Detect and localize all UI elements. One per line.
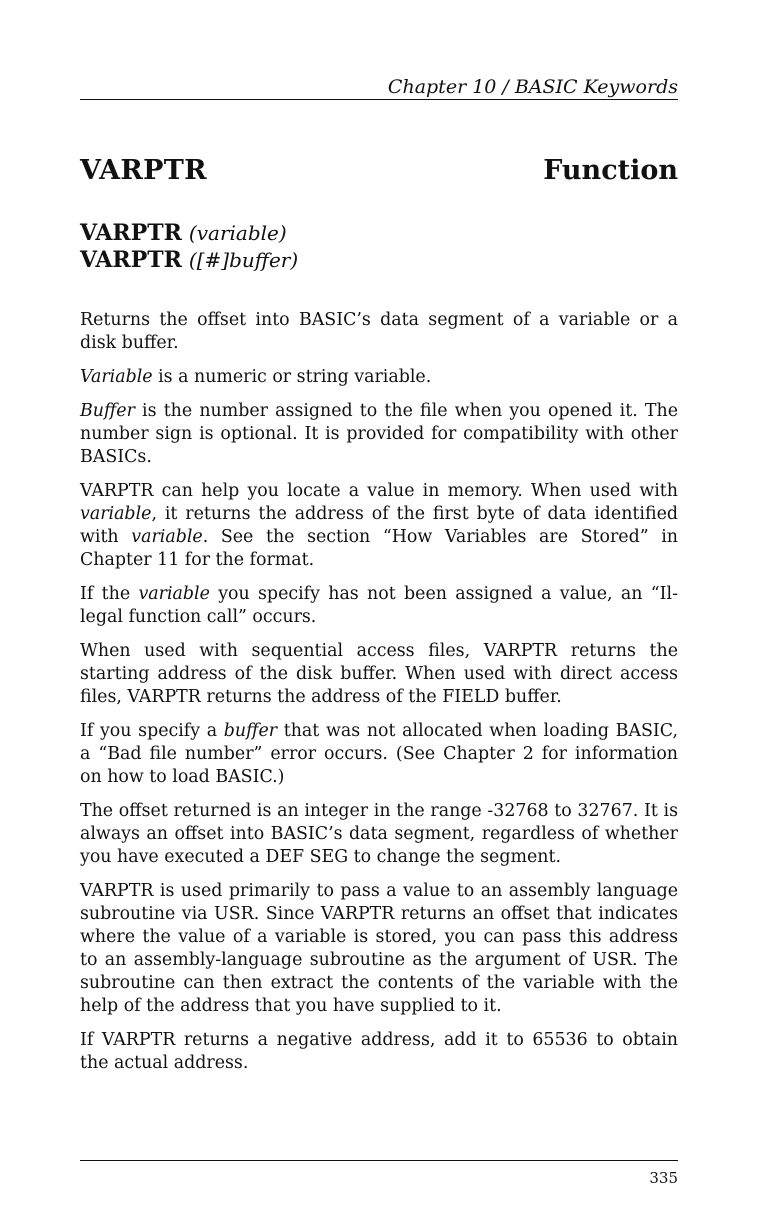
page-number: 335	[649, 1169, 678, 1187]
body-text	[80, 309, 678, 1086]
syntax-args: ([#]buffer)	[188, 248, 299, 272]
paragraph-variable: Variable is a numeric or string variable.	[80, 367, 432, 387]
entry-title-row	[80, 155, 678, 191]
syntax-block	[80, 220, 298, 274]
paragraph-range: The offset returned is an integer in the range -32768 to 32767. It is always an offset into BASIC’s data segment, regardless of whether you have executed a DEF SEG to change the segment.	[80, 801, 678, 867]
keyword-kind: Function	[543, 155, 678, 186]
paragraph-usage: VARPTR can help you locate a value in memory. When used with variable, it returns the address of the first byte of data identified with variable. See the section “How Variables are Stored” in Chapter 11 for the format.	[80, 481, 678, 570]
paragraph-description: Returns the offset into BASIC’s data segment of a variable or a disk buffer.	[80, 310, 678, 353]
document-page	[80, 0, 678, 1208]
running-head: Chapter 10 / BASIC Keywords	[387, 76, 678, 98]
paragraph-usr: VARPTR is used primarily to pass a value to an assembly language subroutine via USR. Since VARPTR returns an offset that indicates where the value of a variable is stored, you can pass this address to an assembly-language subroutine as the argument of USR. The subroutine can then extract the contents of the variable with the help of the address that you have supplied to it.	[80, 881, 678, 1016]
paragraph-bad-buffer: If you specify a buffer that was not allocated when loading BASIC, a “Bad file number” error occurs. (See Chapter 2 for information on how to load BASIC.)	[80, 721, 678, 787]
syntax-keyword: VARPTR	[80, 220, 182, 246]
syntax-line	[80, 247, 298, 274]
paragraph-unassigned: If the variable you specify has not been assigned a value, an “Illegal function call” occurs.	[80, 584, 679, 627]
paragraph-files: When used with sequential access files, VARPTR returns the starting address of the disk buffer. When used with direct access files, VARPTR returns the address of the FIELD buffer.	[80, 641, 678, 707]
syntax-line	[80, 220, 298, 247]
term-variable: Variable	[80, 367, 153, 387]
syntax-keyword: VARPTR	[80, 247, 182, 273]
syntax-args: (variable)	[188, 221, 287, 245]
paragraph-negative: If VARPTR returns a negative address, add it to 65536 to obtain the actual address.	[80, 1030, 678, 1073]
header-rule	[80, 99, 678, 100]
paragraph-buffer: Buffer is the number assigned to the file when you opened it. The number sign is optional. It is provided for compatibility with other BASICs.	[80, 401, 678, 467]
keyword-title: VARPTR	[80, 155, 207, 186]
footer-rule	[80, 1160, 678, 1161]
term-buffer: Buffer	[80, 401, 135, 421]
